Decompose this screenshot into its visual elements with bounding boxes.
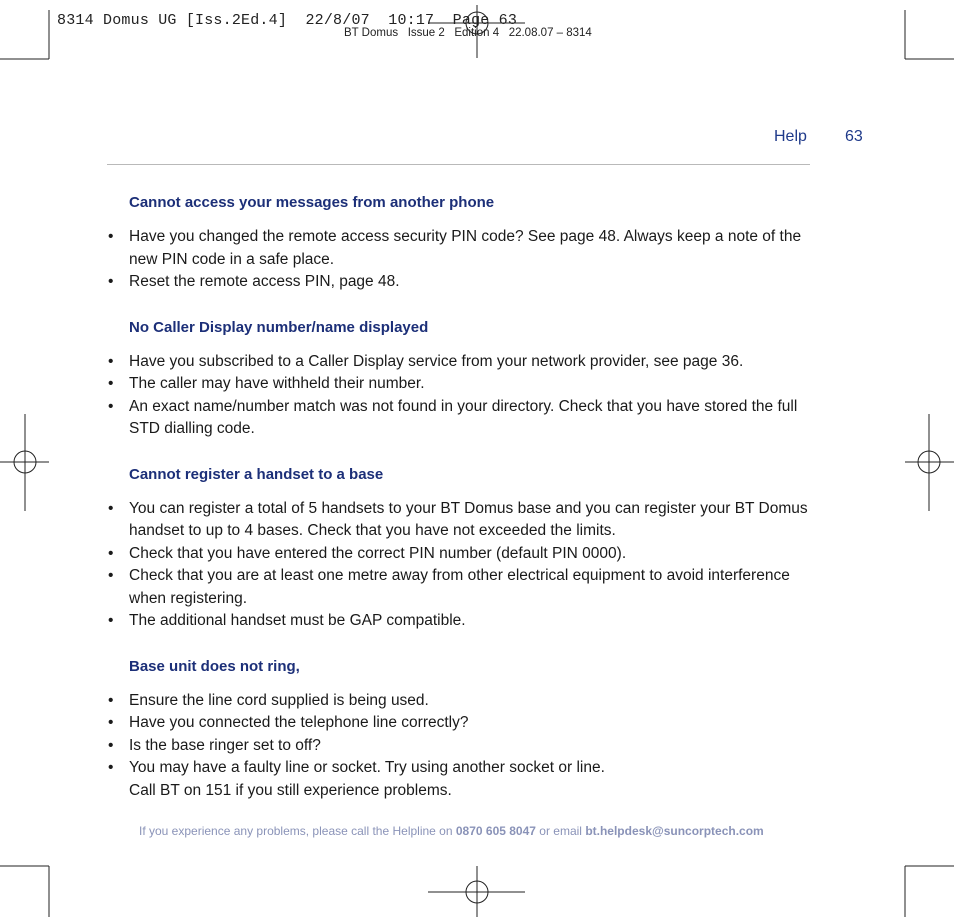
- bullet-icon: •: [108, 612, 114, 629]
- bullet-icon: •: [108, 228, 114, 245]
- troubleshooting-section: [107, 317, 817, 441]
- list-item: [107, 271, 817, 294]
- footer-middle: or email: [535, 824, 586, 838]
- troubleshooting-section: [107, 192, 817, 294]
- list-item: [107, 735, 817, 758]
- list-item-text: You may have a faulty line or socket. Try using another socket or line. Call BT on 151 if you still experience problems.: [129, 759, 605, 799]
- list-item-text: An exact name/number match was not found in your directory. Check that you have stored the full STD dialling code.: [129, 397, 798, 437]
- bullet-list: [107, 690, 817, 803]
- list-item-text: Ensure the line cord supplied is being used.: [129, 691, 429, 709]
- bullet-icon: •: [108, 567, 114, 584]
- section-heading: Cannot register a handset to a base: [129, 465, 384, 483]
- helpline-footer: [139, 824, 764, 838]
- helpdesk-email: bt.helpdesk@suncorptech.com: [585, 824, 764, 838]
- page-number: 63: [845, 128, 863, 145]
- list-item: [107, 226, 817, 271]
- bullet-icon: •: [108, 375, 114, 392]
- bullet-icon: •: [108, 499, 114, 517]
- bullet-icon: •: [108, 714, 114, 731]
- list-item-text: Reset the remote access PIN, page 48.: [129, 273, 400, 290]
- list-item-text: Have you subscribed to a Caller Display service from your network provider, see page 36.: [129, 352, 744, 370]
- bullet-icon: •: [108, 691, 114, 709]
- footer-prefix: If you experience any problems, please call the Helpline on: [139, 824, 456, 838]
- bullet-list: [107, 351, 817, 441]
- header-divider: [107, 164, 810, 165]
- list-item-text: Check that you have entered the correct PIN number (default PIN 0000).: [129, 544, 627, 562]
- bullet-icon: •: [108, 273, 114, 290]
- bullet-list: [107, 226, 817, 294]
- help-content: [107, 192, 817, 825]
- print-slug-subtext: BT Domus Issue 2 Edition 4 22.08.07 – 8314: [344, 27, 592, 39]
- section-heading: Base unit does not ring,: [129, 657, 300, 675]
- bullet-icon: •: [108, 397, 114, 415]
- troubleshooting-section: [107, 656, 817, 803]
- list-item: [107, 498, 817, 543]
- bullet-icon: •: [108, 736, 114, 754]
- list-item: [107, 690, 817, 713]
- list-item: [107, 757, 817, 802]
- section-heading: Cannot access your messages from another phone: [129, 194, 495, 211]
- list-item-text: You can register a total of 5 handsets to your BT Domus base and you can register your BT Domus handset to up to 4 bases. Check that you have not exceeded the limits.: [129, 499, 808, 539]
- list-item: [107, 610, 817, 633]
- list-item-text: The caller may have withheld their number.: [129, 375, 425, 392]
- list-item-text: Have you connected the telephone line correctly?: [129, 714, 469, 731]
- bullet-list: [107, 498, 817, 633]
- list-item-text: Check that you are at least one metre away from other electrical equipment to avoid interference when registering.: [129, 567, 790, 607]
- section-heading: No Caller Display number/name displayed: [129, 318, 429, 336]
- list-item: [107, 373, 817, 396]
- print-slug: 8314 Domus UG [Iss.2Ed.4] 22/8/07 10:17 Page 63: [57, 12, 518, 29]
- list-item: [107, 351, 817, 374]
- bullet-icon: •: [108, 759, 114, 776]
- list-item: [107, 396, 817, 441]
- list-item-text: Have you changed the remote access security PIN code? See page 48. Always keep a note of the new PIN code in a safe place.: [129, 228, 802, 268]
- list-item: [107, 543, 817, 566]
- bullet-icon: •: [108, 352, 114, 370]
- list-item-text: The additional handset must be GAP compatible.: [129, 612, 466, 629]
- section-title: Help: [774, 128, 807, 145]
- bullet-icon: •: [108, 544, 114, 562]
- list-item-text: Is the base ringer set to off?: [129, 736, 321, 754]
- helpline-phone: 0870 605 8047: [455, 824, 536, 838]
- list-item: [107, 712, 817, 735]
- troubleshooting-section: [107, 464, 817, 633]
- list-item: [107, 565, 817, 610]
